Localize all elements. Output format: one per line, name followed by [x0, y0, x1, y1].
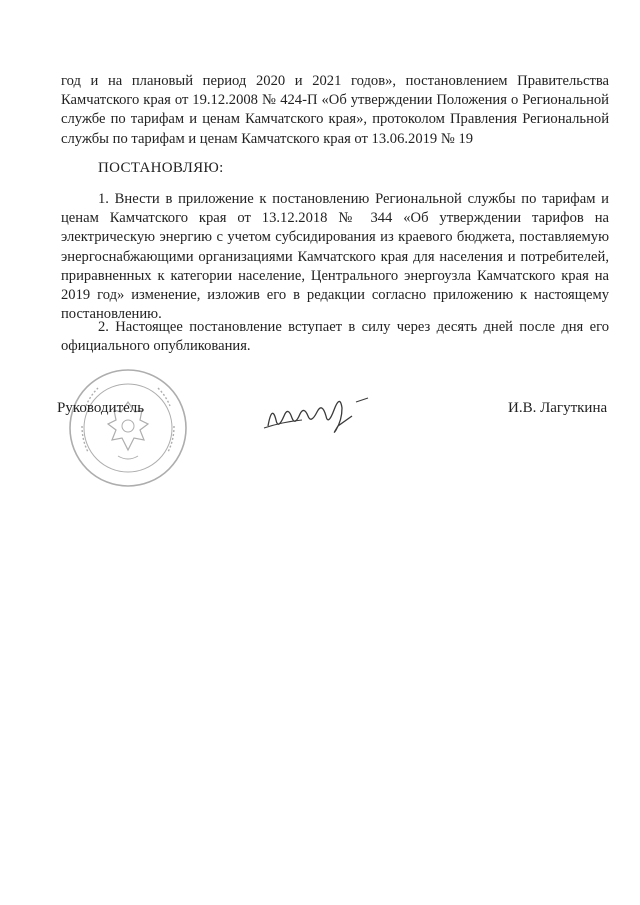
- decree-item-1: 1. Внести в приложение к постановлению Региональной службы по тарифам и ценам Камчатского края от 13.12.2018 № 344 «Об утверждении тарифов на электрическую энергию с учетом субсидирования из краевого бюджета, поставляемую энергоснабжающими организациями Камчатского края для населения и потребителей, приравненных к категории население, Центрального энергоузла Камчатского края на 2019 год» изменение, изложив его в редакции согласно приложению к настоящему постановлению.: [61, 191, 609, 323]
- signer-name: И.В. Лагуткина: [508, 400, 608, 416]
- signer-title: Руководитель: [57, 400, 145, 416]
- official-seal-stamp: [66, 366, 190, 490]
- intro-paragraph: год и на плановый период 2020 и 2021 годов», постановлением Правительства Камчатского края от 19.12.2008 № 424-П «Об утверждении Положения о Региональной службе по тарифам и ценам Камчатского края», протоколом Правления Региональной службы по тарифам и ценам Камчатского края от 13.06.2019 № 19: [61, 73, 609, 147]
- decree-item-2: 2. Настоящее постановление вступает в силу через десять дней после дня его официального опубликования.: [61, 319, 609, 355]
- handwritten-signature: [262, 386, 372, 440]
- decree-heading: ПОСТАНОВЛЯЮ:: [98, 160, 224, 176]
